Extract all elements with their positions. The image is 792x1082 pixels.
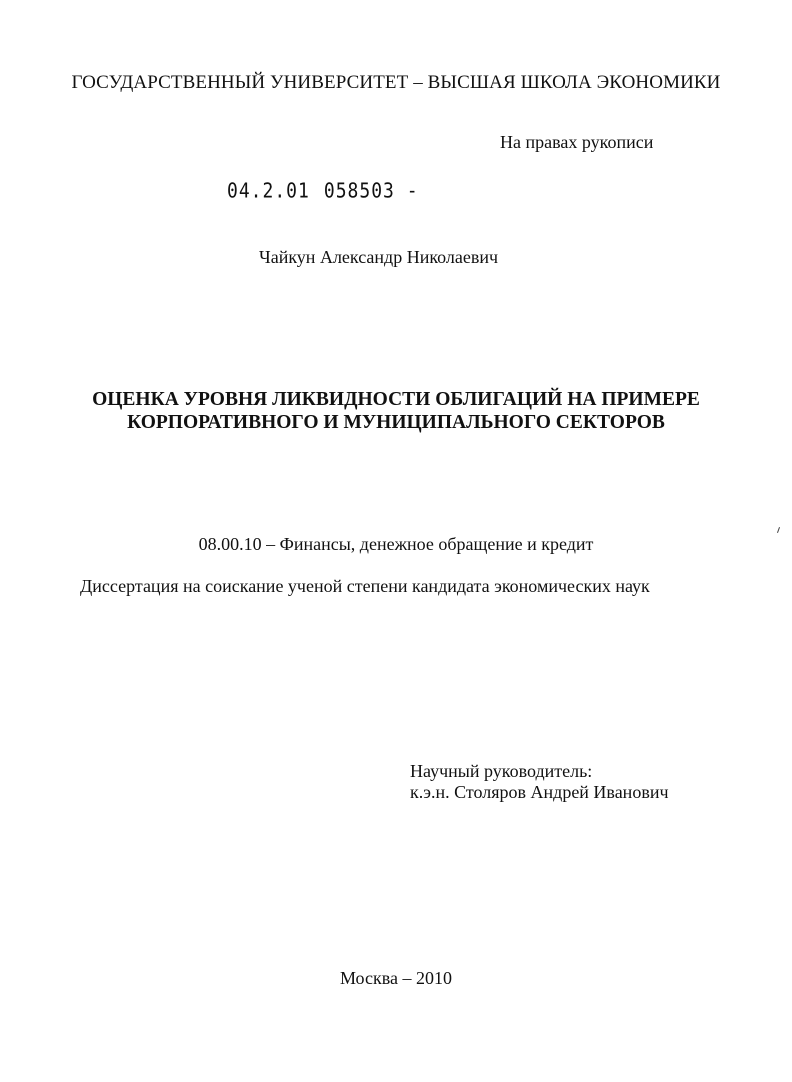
author-name: Чайкун Александр Николаевич — [259, 247, 499, 267]
city-year: Москва – 2010 — [340, 968, 452, 988]
degree-statement: Диссертация на соискание ученой степени кандидата экономических наук — [80, 576, 650, 596]
thesis-title-line-1: ОЦЕНКА УРОВНЯ ЛИКВИДНОСТИ ОБЛИГАЦИЙ НА ПРИМЕРЕ — [92, 389, 700, 410]
thesis-title-line-2: КОРПОРАТИВНОГО И МУНИЦИПАЛЬНОГО СЕКТОРОВ — [127, 412, 665, 433]
supervisor-label: Научный руководитель: — [410, 761, 593, 781]
specialty-code: 08.00.10 – Финансы, денежное обращение и кредит — [198, 534, 594, 554]
supervisor-name: к.э.н. Столяров Андрей Иванович — [410, 782, 669, 802]
stamp-part-2: 058503 - — [323, 179, 419, 204]
stamp-part-1: 04.2.01 — [227, 179, 310, 204]
university-name: ГОСУДАРСТВЕННЫЙ УНИВЕРСИТЕТ – ВЫСШАЯ ШКОЛА ЭКОНОМИКИ — [71, 72, 721, 93]
registration-stamp — [227, 179, 419, 204]
manuscript-note: На правах рукописи — [500, 132, 654, 152]
